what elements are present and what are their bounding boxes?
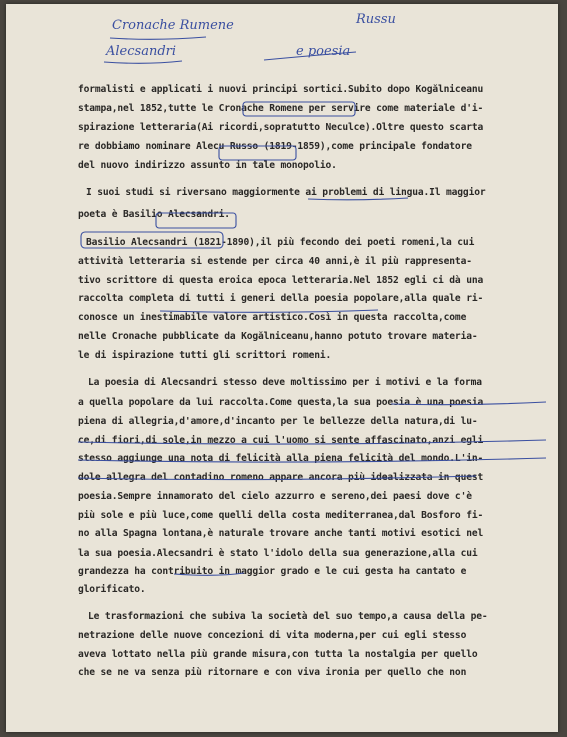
text-line: piena di allegria,d'amore,d'incanto per le bellezze della natura,di lu- — [78, 416, 478, 427]
text-line: ce,di fiori,di sole,in mezzo a cui l'uomo si sente affascinato,anzi egli — [78, 435, 484, 446]
annotation-second-line-rest: e poesia — [296, 44, 351, 59]
text-line: I suoi studi si riversano maggiormente ai problemi di lingua.Il maggior — [86, 187, 486, 198]
typewritten-page — [6, 4, 558, 732]
annotation-second-line: Alecsandri — [106, 44, 177, 59]
text-line: le di ispirazione tutti gli scrittori romeni. — [78, 350, 332, 361]
annotation-top-right: Russu — [356, 12, 396, 27]
text-line: attività letteraria si estende per circa 40 anni,è il più rappresenta- — [78, 256, 472, 267]
text-line: poeta è Basilio Alecsandri. — [78, 209, 230, 220]
text-line: a quella popolare da lui raccolta.Come questa,la sua poesia è una poesia — [78, 397, 484, 408]
annotation-top-left: Cronache Rumene — [112, 18, 234, 33]
text-line: no alla Spagna lontana,è naturale trovare anche tanti motivi esotici nel — [78, 528, 484, 539]
text-line: formalisti e applicati i nuovi principi sortici.Subito dopo Kogălniceanu — [78, 84, 484, 95]
text-line: netrazione delle nuove concezioni di vita moderna,per cui egli stesso — [78, 630, 467, 641]
text-line: stampa,nel 1852,tutte le Cronache Romene per servire come materiale d'i- — [78, 103, 484, 114]
pen-markings — [6, 4, 558, 732]
text-line: poesia.Sempre innamorato del cielo azzurro e sereno,dei paesi dove c'è — [78, 491, 472, 502]
text-line: dole allegra del contadino romeno appare ancora più idealizzata in quest — [78, 472, 484, 483]
text-line: glorificato. — [78, 584, 146, 595]
text-line: Basilio Alecsandri (1821-1890),il più fecondo dei poeti romeni,la cui — [86, 237, 475, 248]
text-line: grandezza ha contribuito in maggior grado e le cui gesta ha cantato e — [78, 566, 467, 577]
text-line: aveva lottato nella più grande misura,con tutta la nostalgia per quello — [78, 649, 478, 660]
text-line: spirazione letteraria(Ai ricordi,sopratutto Neculce).Oltre questo scarta — [78, 122, 484, 133]
text-line: che se ne va senza più ritornare e con viva ironia per quello che non — [78, 667, 467, 678]
text-line: La poesia di Alecsandri stesso deve moltissimo per i motivi e la forma — [88, 377, 482, 388]
text-line: più sole e più luce,come quelli della costa mediterranea,dal Bosforo fi- — [78, 510, 484, 521]
text-line: nelle Cronache pubblicate da Kogălniceanu,hanno potuto trovare materia- — [78, 331, 478, 342]
text-line: raccolta completa di tutti i generi della poesia popolare,alla quale ri- — [78, 293, 484, 304]
text-line: conosce un inestimabile valore artistico.Così in questa raccolta,come — [78, 312, 467, 323]
text-line: re dobbiamo nominare Alecu Russo (1819-1859),come principale fondatore — [78, 141, 472, 152]
text-line: Le trasformazioni che subiva la società del suo tempo,a causa della pe- — [88, 611, 488, 622]
text-line: tivo scrittore di questa eroica epoca letteraria.Nel 1852 egli ci dà una — [78, 275, 484, 286]
text-line: stesso aggiunge una nota di felicità alla piena felicità del mondo.L'in- — [78, 453, 484, 464]
text-line: la sua poesia.Alecsandri è stato l'idolo della sua generazione,alla cui — [78, 548, 478, 559]
text-line: del nuovo indirizzo assunto in tale monopolio. — [78, 160, 337, 171]
